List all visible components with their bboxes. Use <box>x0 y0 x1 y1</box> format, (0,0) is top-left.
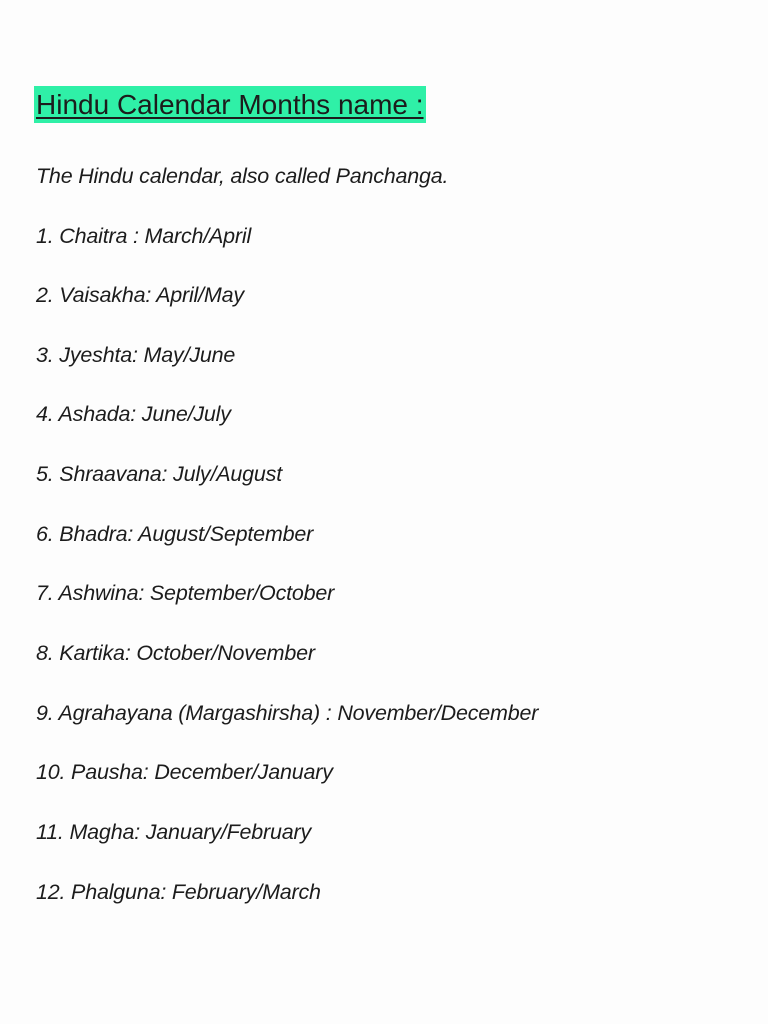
month-item: 11. Magha: January/February <box>36 820 312 844</box>
intro-text: The Hindu calendar, also called Panchanga. <box>36 164 449 188</box>
month-item: 6. Bhadra: August/September <box>36 522 314 546</box>
month-item: 4. Ashada: June/July <box>36 402 231 426</box>
month-item: 2. Vaisakha: April/May <box>36 283 244 307</box>
month-item: 10. Pausha: December/January <box>36 760 333 784</box>
month-item: 7. Ashwina: September/October <box>36 581 335 605</box>
page-title: Hindu Calendar Months name : <box>34 86 426 123</box>
month-item: 3. Jyeshta: May/June <box>36 343 236 367</box>
month-item: 8. Kartika: October/November <box>36 641 315 665</box>
month-item: 9. Agrahayana (Margashirsha) : November/December <box>36 701 539 725</box>
month-item: 1. Chaitra : March/April <box>36 224 252 248</box>
month-item: 12. Phalguna: February/March <box>36 880 321 904</box>
month-item: 5. Shraavana: July/August <box>36 462 282 486</box>
